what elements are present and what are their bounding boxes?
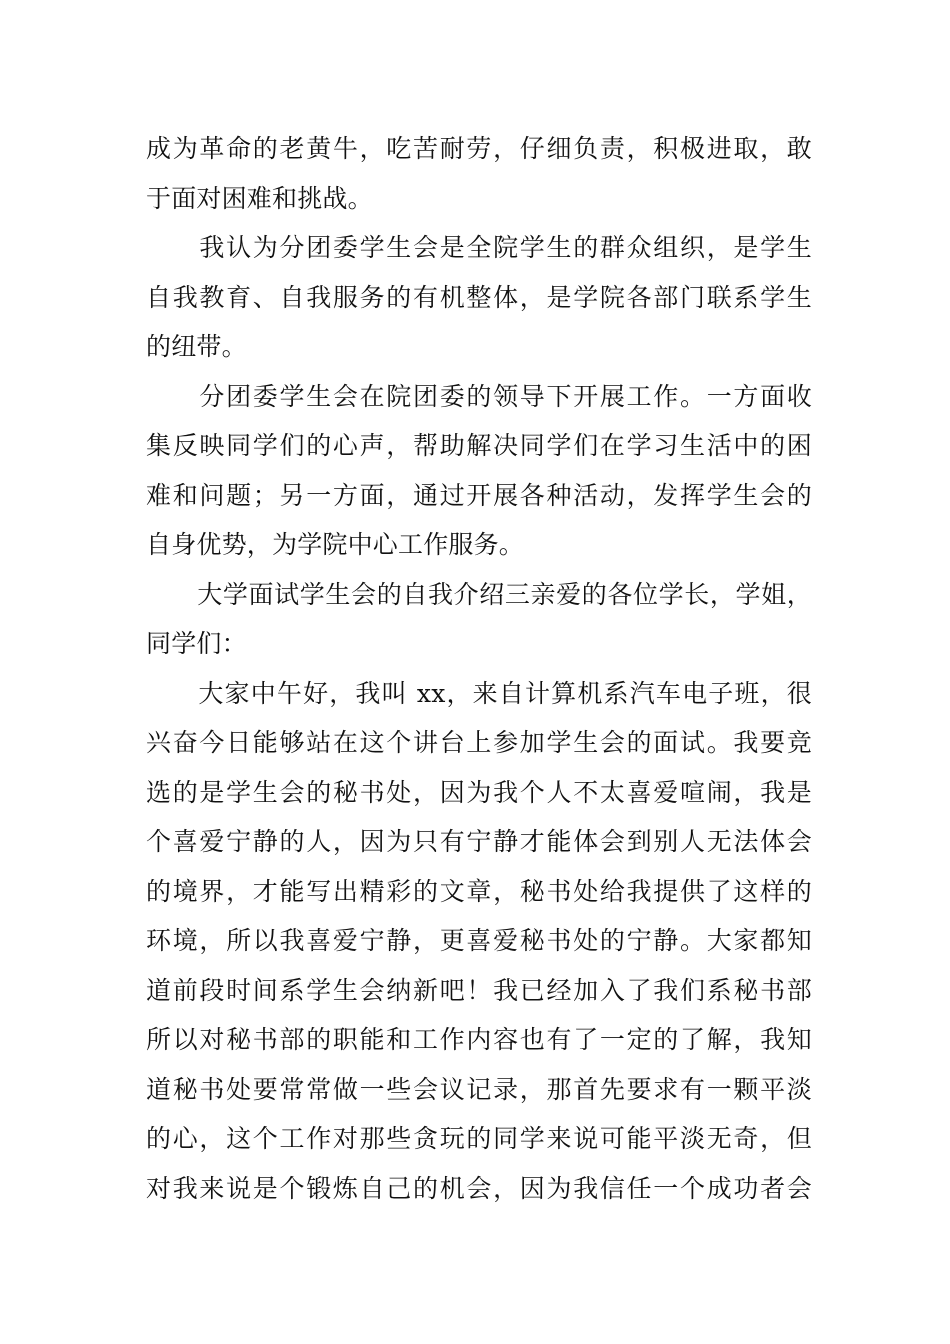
text-line: 道秘书处要常常做一些会议记录，那首先要求有一颗平淡 xyxy=(146,1074,812,1104)
text-line: 难和问题；另一方面，通过开展各种活动，发挥学生会的 xyxy=(146,480,812,510)
text-line: 同学们： xyxy=(146,629,247,658)
text-line: 自身优势，为学院中心工作服务。 xyxy=(146,530,525,559)
text-line: 成为革命的老黄牛，吃苦耐劳，仔细负责，积极进取，敢 xyxy=(146,134,812,163)
text-line: 环境，所以我喜爱宁静，更喜爱秘书处的宁静。大家都知 xyxy=(146,926,812,955)
text-line: 的境界，才能写出精彩的文章，秘书处给我提供了这样的 xyxy=(146,876,812,906)
text-line: 个喜爱宁静的人，因为只有宁静才能体会到别人无法体会 xyxy=(146,827,812,856)
text-line: 对我来说是个锻炼自己的机会，因为我信任一个成功者会 xyxy=(146,1173,812,1203)
text-line: 分团委学生会在院团委的领导下开展工作。一方面收 xyxy=(146,381,812,411)
text-line: 道前段时间系学生会纳新吧！我已经加入了我们系秘书部 xyxy=(146,975,812,1005)
body-text xyxy=(146,124,812,1213)
text-line: 的心，这个工作对那些贪玩的同学来说可能平淡无奇，但 xyxy=(146,1124,812,1153)
text-line: 自我教育、自我服务的有机整体，是学院各部门联系学生 xyxy=(146,282,812,312)
text-line: 大学面试学生会的自我介绍三亲爱的各位学长，学姐， xyxy=(146,579,812,609)
text-line: 的纽带。 xyxy=(146,332,247,361)
text-line: 兴奋今日能够站在这个讲台上参加学生会的面试。我要竞 xyxy=(146,728,812,757)
text-line: 集反映同学们的心声，帮助解决同学们在学习生活中的困 xyxy=(146,431,812,460)
text-line: 大家中午好，我叫 xx，来自计算机系汽车电子班，很 xyxy=(146,678,812,708)
text-line: 选的是学生会的秘书处，因为我个人不太喜爱喧闹，我是 xyxy=(146,777,812,807)
text-line: 于面对困难和挑战。 xyxy=(146,183,373,213)
text-line: 所以对秘书部的职能和工作内容也有了一定的了解，我知 xyxy=(146,1025,812,1054)
text-line: 我认为分团委学生会是全院学生的群众组织，是学生 xyxy=(146,233,812,262)
